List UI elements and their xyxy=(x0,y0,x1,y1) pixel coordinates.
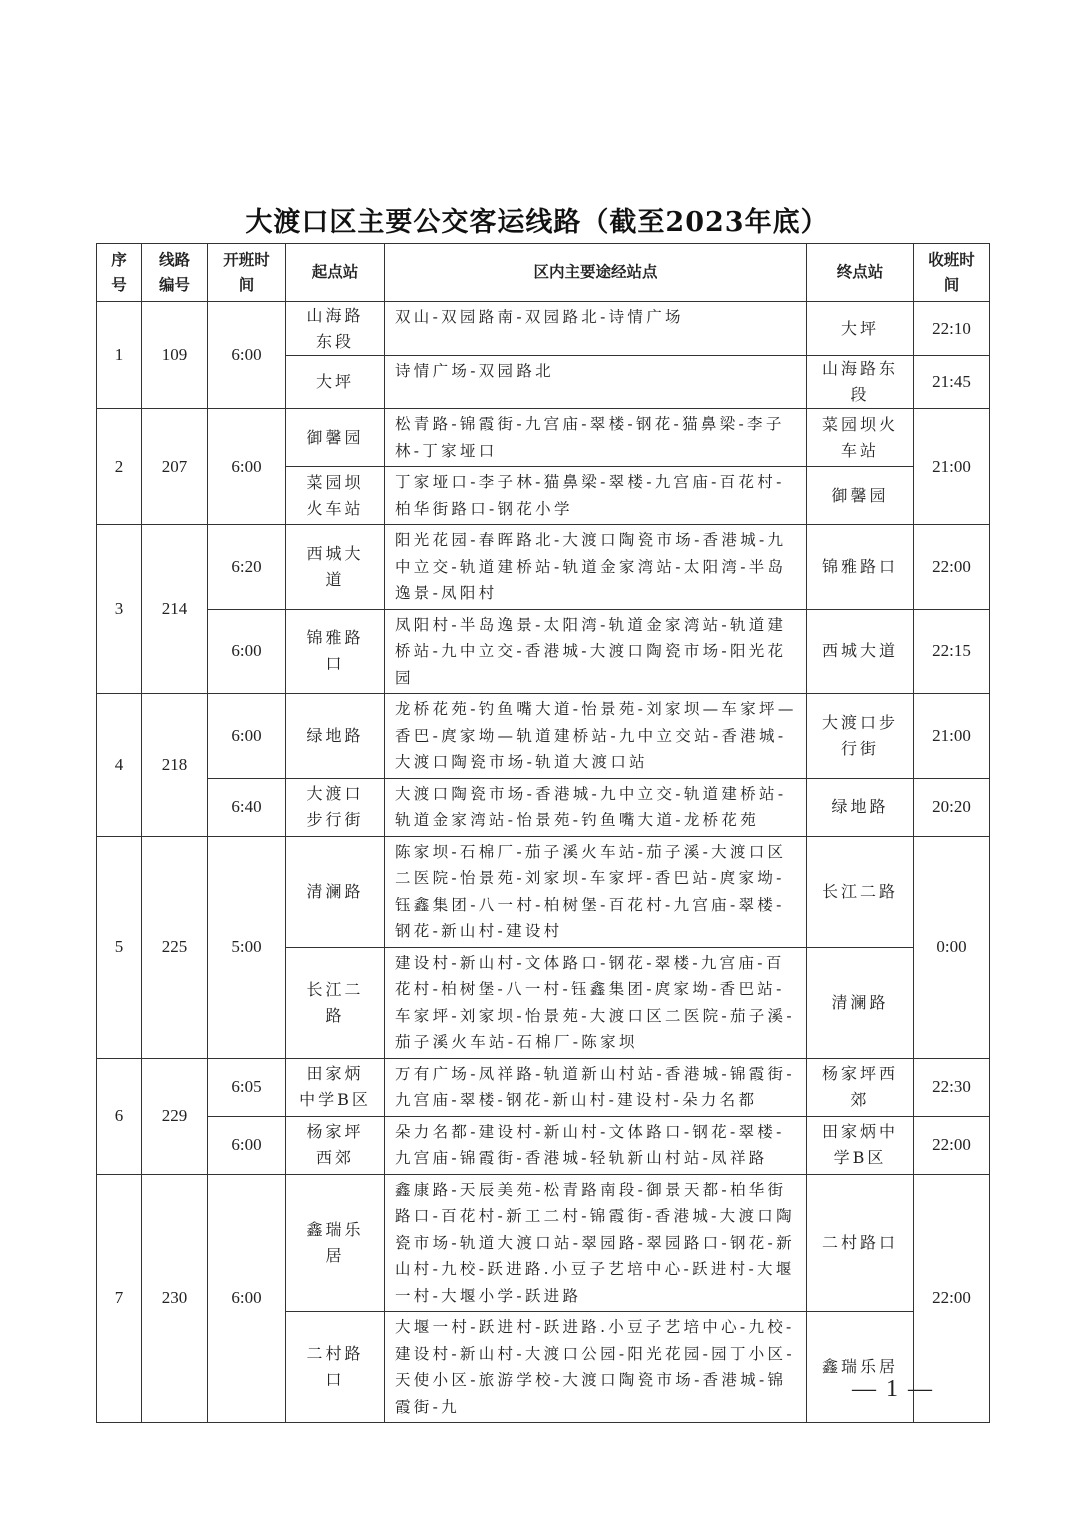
via-stations: 万有广场-凤祥路-轨道新山村站-香港城-锦霞街-九宫庙-翠楼-钢花-新山村-建设村-朵力名都 xyxy=(385,1058,807,1116)
origin-station: 田家炳中学B区 xyxy=(286,1058,385,1116)
destination-station: 锦雅路口 xyxy=(807,525,914,610)
table-row xyxy=(97,1058,990,1116)
end-time: 21:00 xyxy=(914,409,990,525)
destination-station: 二村路口 xyxy=(807,1174,914,1312)
end-time: 22:00 xyxy=(914,1174,990,1423)
end-time: 0:00 xyxy=(914,836,990,1058)
table-row xyxy=(97,302,990,356)
destination-station: 长江二路 xyxy=(807,836,914,947)
destination-station: 绿地路 xyxy=(807,778,914,836)
origin-station: 鑫瑞乐居 xyxy=(286,1174,385,1312)
via-stations: 朵力名都-建设村-新山村-文体路口-钢花-翠楼-九宫庙-锦霞街-香港城-轻轨新山村站-凤祥路 xyxy=(385,1116,807,1174)
bus-routes-table xyxy=(96,243,990,1423)
table-row xyxy=(97,609,990,694)
via-stations: 凤阳村-半岛逸景-太阳湾-轨道金家湾站-轨道建桥站-九中立交-香港城-大渡口陶瓷市场-阳光花园 xyxy=(385,609,807,694)
origin-station: 清澜路 xyxy=(286,836,385,947)
end-time: 22:00 xyxy=(914,1116,990,1174)
end-time: 22:00 xyxy=(914,525,990,610)
origin-station: 大坪 xyxy=(286,356,385,409)
destination-station: 菜园坝火车站 xyxy=(807,409,914,467)
end-time: 21:00 xyxy=(914,694,990,779)
table-row xyxy=(97,1174,990,1312)
header-col-line: 线路编号 xyxy=(142,244,208,302)
route-index: 3 xyxy=(97,525,142,694)
route-line-number: 225 xyxy=(142,836,208,1058)
destination-station: 田家炳中学B区 xyxy=(807,1116,914,1174)
route-line-number: 109 xyxy=(142,302,208,409)
route-index: 6 xyxy=(97,1058,142,1174)
origin-station: 锦雅路口 xyxy=(286,609,385,694)
table-row xyxy=(97,1116,990,1174)
start-time: 6:00 xyxy=(208,694,286,779)
via-stations: 阳光花园-春晖路北-大渡口陶瓷市场-香港城-九中立交-轨道建桥站-轨道金家湾站-太阳湾-半岛逸景-凤阳村 xyxy=(385,525,807,610)
route-index: 7 xyxy=(97,1174,142,1423)
header-col-index: 序号 xyxy=(97,244,142,302)
origin-station: 大渡口步行街 xyxy=(286,778,385,836)
header-col-destination: 终点站 xyxy=(807,244,914,302)
route-index: 5 xyxy=(97,836,142,1058)
destination-station: 鑫瑞乐居 xyxy=(807,1312,914,1423)
via-stations: 诗情广场-双园路北 xyxy=(385,356,807,409)
header-col-end-time: 收班时间 xyxy=(914,244,990,302)
route-index: 4 xyxy=(97,694,142,837)
end-time: 22:10 xyxy=(914,302,990,356)
route-index: 1 xyxy=(97,302,142,409)
origin-station: 山海路东段 xyxy=(286,302,385,356)
destination-station: 大坪 xyxy=(807,302,914,356)
via-stations: 双山-双园路南-双园路北-诗情广场 xyxy=(385,302,807,356)
start-time: 5:00 xyxy=(208,836,286,1058)
destination-station: 山海路东段 xyxy=(807,356,914,409)
destination-station: 西城大道 xyxy=(807,609,914,694)
destination-station: 大渡口步行街 xyxy=(807,694,914,779)
route-line-number: 207 xyxy=(142,409,208,525)
header-col-via: 区内主要途经站点 xyxy=(385,244,807,302)
origin-station: 长江二路 xyxy=(286,947,385,1058)
end-time: 22:30 xyxy=(914,1058,990,1116)
end-time: 21:45 xyxy=(914,356,990,409)
origin-station: 菜园坝火车站 xyxy=(286,467,385,525)
page-number: — 1 — xyxy=(852,1376,934,1402)
via-stations: 大堰一村-跃进村-跃进路.小豆子艺培中心-九校-建设村-新山村-大渡口公园-阳光花园-园丁小区-天使小区-旅游学校-大渡口陶瓷市场-香港城-锦霞街-九 xyxy=(385,1312,807,1423)
via-stations: 松青路-锦霞街-九宫庙-翠楼-钢花-猫鼻梁-李子林-丁家垭口 xyxy=(385,409,807,467)
start-time: 6:00 xyxy=(208,1116,286,1174)
route-line-number: 214 xyxy=(142,525,208,694)
start-time: 6:00 xyxy=(208,302,286,409)
origin-station: 绿地路 xyxy=(286,694,385,779)
via-stations: 龙桥花苑-钓鱼嘴大道-怡景苑-刘家坝—车家坪—香巴-庹家坳—轨道建桥站-九中立交站-香港城-大渡口陶瓷市场-轨道大渡口站 xyxy=(385,694,807,779)
destination-station: 御馨园 xyxy=(807,467,914,525)
start-time: 6:05 xyxy=(208,1058,286,1116)
origin-station: 杨家坪西郊 xyxy=(286,1116,385,1174)
table-row xyxy=(97,525,990,610)
origin-station: 二村路口 xyxy=(286,1312,385,1423)
end-time: 20:20 xyxy=(914,778,990,836)
table-row xyxy=(97,836,990,947)
header-col-start-time: 开班时间 xyxy=(208,244,286,302)
start-time: 6:00 xyxy=(208,1174,286,1423)
route-index: 2 xyxy=(97,409,142,525)
route-line-number: 229 xyxy=(142,1058,208,1174)
header-col-origin: 起点站 xyxy=(286,244,385,302)
end-time: 22:15 xyxy=(914,609,990,694)
table-row xyxy=(97,694,990,779)
via-stations: 建设村-新山村-文体路口-钢花-翠楼-九宫庙-百花村-柏树堡-八一村-钰鑫集团-庹家坳-香巴站-车家坪-刘家坝-怡景苑-大渡口区二医院-茄子溪-茄子溪火车站-石棉厂-陈家坝 xyxy=(385,947,807,1058)
via-stations: 丁家垭口-李子林-猫鼻梁-翠楼-九宫庙-百花村-柏华街路口-钢花小学 xyxy=(385,467,807,525)
table-row xyxy=(97,778,990,836)
via-stations: 大渡口陶瓷市场-香港城-九中立交-轨道建桥站-轨道金家湾站-怡景苑-钓鱼嘴大道-龙桥花苑 xyxy=(385,778,807,836)
table-row xyxy=(97,409,990,467)
route-line-number: 218 xyxy=(142,694,208,837)
via-stations: 鑫康路-天辰美苑-松青路南段-御景天都-柏华街路口-百花村-新工二村-锦霞街-香港城-大渡口陶瓷市场-轨道大渡口站-翠园路-翠园路口-钢花-新山村-九校-跃进路.小豆子艺培中心-跃进村-大堰一村-大堰小学-跃进路 xyxy=(385,1174,807,1312)
destination-station: 杨家坪西郊 xyxy=(807,1058,914,1116)
route-line-number: 230 xyxy=(142,1174,208,1423)
page-title: 大渡口区主要公交客运线路（截至2023年底） xyxy=(245,207,829,238)
start-time: 6:00 xyxy=(208,409,286,525)
start-time: 6:40 xyxy=(208,778,286,836)
origin-station: 御馨园 xyxy=(286,409,385,467)
origin-station: 西城大道 xyxy=(286,525,385,610)
via-stations: 陈家坝-石棉厂-茄子溪火车站-茄子溪-大渡口区二医院-怡景苑-刘家坝-车家坪-香巴站-庹家坳-钰鑫集团-八一村-柏树堡-百花村-九宫庙-翠楼-钢花-新山村-建设村 xyxy=(385,836,807,947)
destination-station: 清澜路 xyxy=(807,947,914,1058)
start-time: 6:20 xyxy=(208,525,286,610)
start-time: 6:00 xyxy=(208,609,286,694)
